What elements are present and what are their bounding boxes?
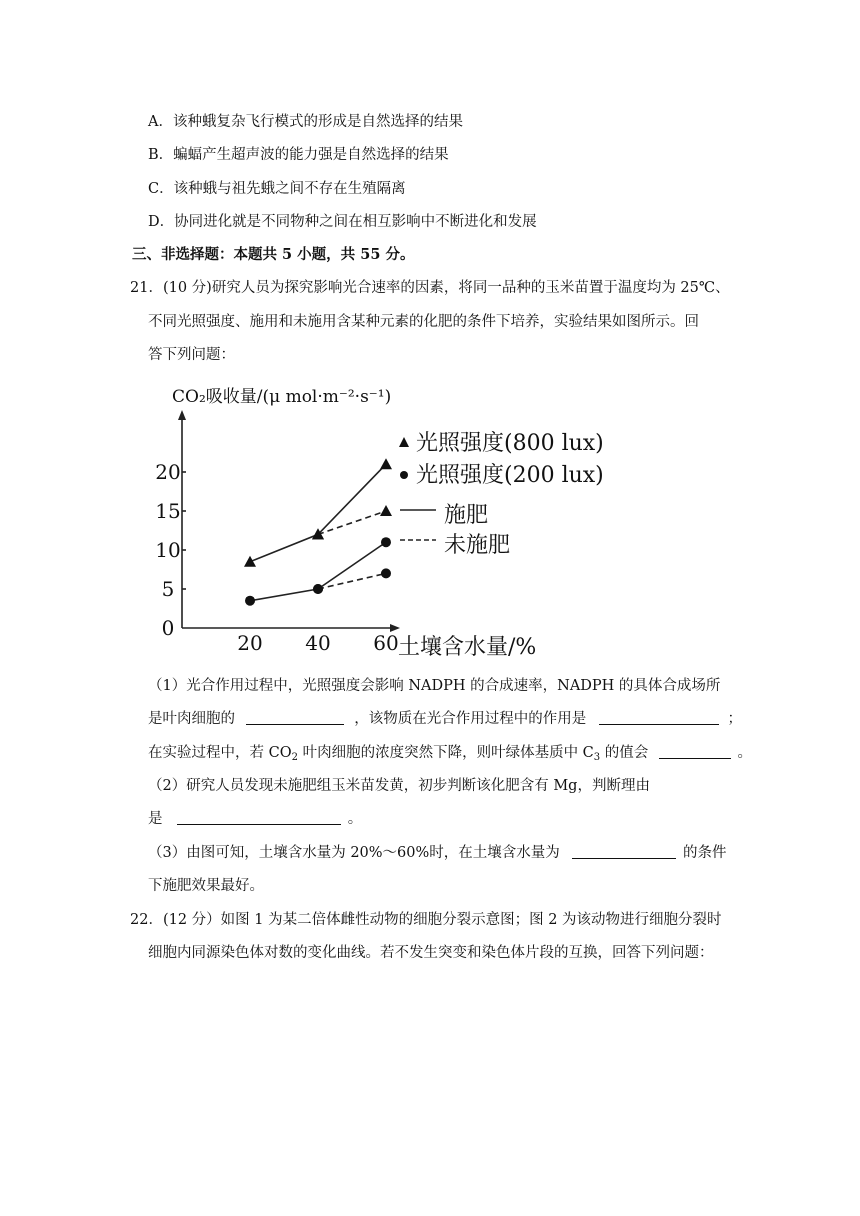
q21-p2-line2 (148, 809, 362, 829)
data-point-triangle (380, 505, 392, 516)
legend-label: 光照强度(800 lux) (416, 431, 604, 456)
q21-p1-line1: （1）光合作用过程中，光照强度会影响 NADPH 的合成速率，NADPH 的具体合成场所 (148, 678, 721, 694)
q21-p2-text-b: 。 (347, 811, 363, 827)
section-heading: 三、非选择题：本题共 5 小题，共 55 分。 (132, 246, 415, 263)
y-tick-label: 15 (155, 499, 181, 523)
y-tick-label: 0 (161, 616, 175, 640)
chart-axes (178, 410, 400, 632)
data-point-triangle (244, 556, 256, 567)
answer-blank-1[interactable] (246, 710, 344, 725)
y-tick-label: 5 (161, 577, 175, 601)
q21-p1-text-f: 的值会 (600, 745, 649, 761)
series-line-0 (250, 464, 386, 562)
chart-x-ticks (237, 631, 398, 655)
chart-y-axis-title: CO₂吸收量/(μ mol·m⁻²·s⁻¹) (172, 387, 392, 407)
option-c: C．该种蛾与祖先蛾之间不存在生殖隔离 (148, 181, 406, 197)
chart-series (244, 458, 392, 606)
legend-label: 施肥 (444, 503, 489, 528)
data-point-circle (313, 584, 323, 594)
answer-blank-2[interactable] (599, 710, 719, 725)
data-point-circle (245, 596, 255, 606)
data-point-triangle (380, 458, 392, 469)
q22-stem-line2: 细胞内同源染色体对数的变化曲线。若不发生突变和染色体片段的互换，回答下列问题： (148, 945, 714, 961)
q21-p2-text-a: 是 (148, 811, 163, 827)
legend-label: 光照强度(200 lux) (416, 463, 604, 488)
y-axis-arrow (178, 410, 186, 420)
q21-p3-text-a: （3）由图可知，土壤含水量为 20%～60%时，在土壤含水量为 (148, 845, 560, 861)
answer-blank-3[interactable] (659, 744, 731, 759)
q22-stem-line1: 22．(12 分）如图 1 为某二倍体雌性动物的细胞分裂示意图；图 2 为该动物进行细胞分裂时 (130, 912, 722, 928)
q21-p1-text-b: ，该物质在光合作用过程中的作用是 (354, 711, 587, 727)
legend-triangle-marker (399, 437, 409, 447)
data-point-circle (381, 568, 391, 578)
q21-p1-text-d: 在实验过程中，若 CO (148, 745, 292, 761)
co2-absorption-chart (150, 380, 650, 665)
legend-label: 未施肥 (444, 533, 511, 558)
option-b: B．蝙蝠产生超声波的能力强是自然选择的结果 (148, 147, 449, 163)
c3-subscript: 3 (593, 752, 601, 763)
q21-stem-line1: 21．(10 分)研究人员为探究影响光合速率的因素，将同一品种的玉米苗置于温度均为 25℃、 (130, 280, 730, 296)
x-tick-label: 40 (305, 631, 331, 655)
chart-x-axis-title: 土壤含水量/% (398, 635, 537, 660)
q21-p1-line2 (148, 709, 742, 729)
q21-p1-text-c: ； (727, 711, 742, 727)
co2-subscript: 2 (291, 752, 298, 763)
q21-stem-line2: 不同光照强度、施用和未施用含某种元素的化肥的条件下培养，实验结果如图所示。回 (148, 314, 699, 330)
series-line-1 (318, 511, 386, 534)
q21-p3-line2: 下施肥效果最好。 (148, 878, 264, 894)
y-tick-label: 10 (155, 538, 181, 562)
option-d: D．协同进化就是不同物种之间在相互影响中不断进化和发展 (148, 214, 537, 230)
q21-p1-text-a: 是叶肉细胞的 (148, 711, 235, 727)
q21-p1-text-e: 叶肉细胞的浓度突然下降，则叶绿体基质中 C (297, 745, 594, 761)
x-tick-label: 20 (237, 631, 263, 655)
q21-p3-text-b: 的条件 (683, 845, 727, 861)
legend-circle-marker (400, 471, 408, 479)
answer-blank-5[interactable] (572, 844, 676, 859)
q21-stem-line3: 答下列问题： (148, 347, 235, 363)
y-tick-label: 20 (155, 460, 181, 484)
q21-p3-line1 (148, 843, 727, 863)
option-a: A．该种蛾复杂飞行模式的形成是自然选择的结果 (148, 114, 463, 130)
chart-legend (399, 431, 604, 558)
x-tick-label: 60 (373, 631, 399, 655)
q21-p1-text-g: 。 (737, 745, 752, 761)
data-point-circle (381, 537, 391, 547)
answer-blank-4[interactable] (177, 810, 341, 825)
q21-p1-line3 (148, 743, 752, 768)
q21-p2-line1: （2）研究人员发现未施肥组玉米苗发黄，初步判断该化肥含有 Mg，判断理由 (148, 778, 650, 794)
